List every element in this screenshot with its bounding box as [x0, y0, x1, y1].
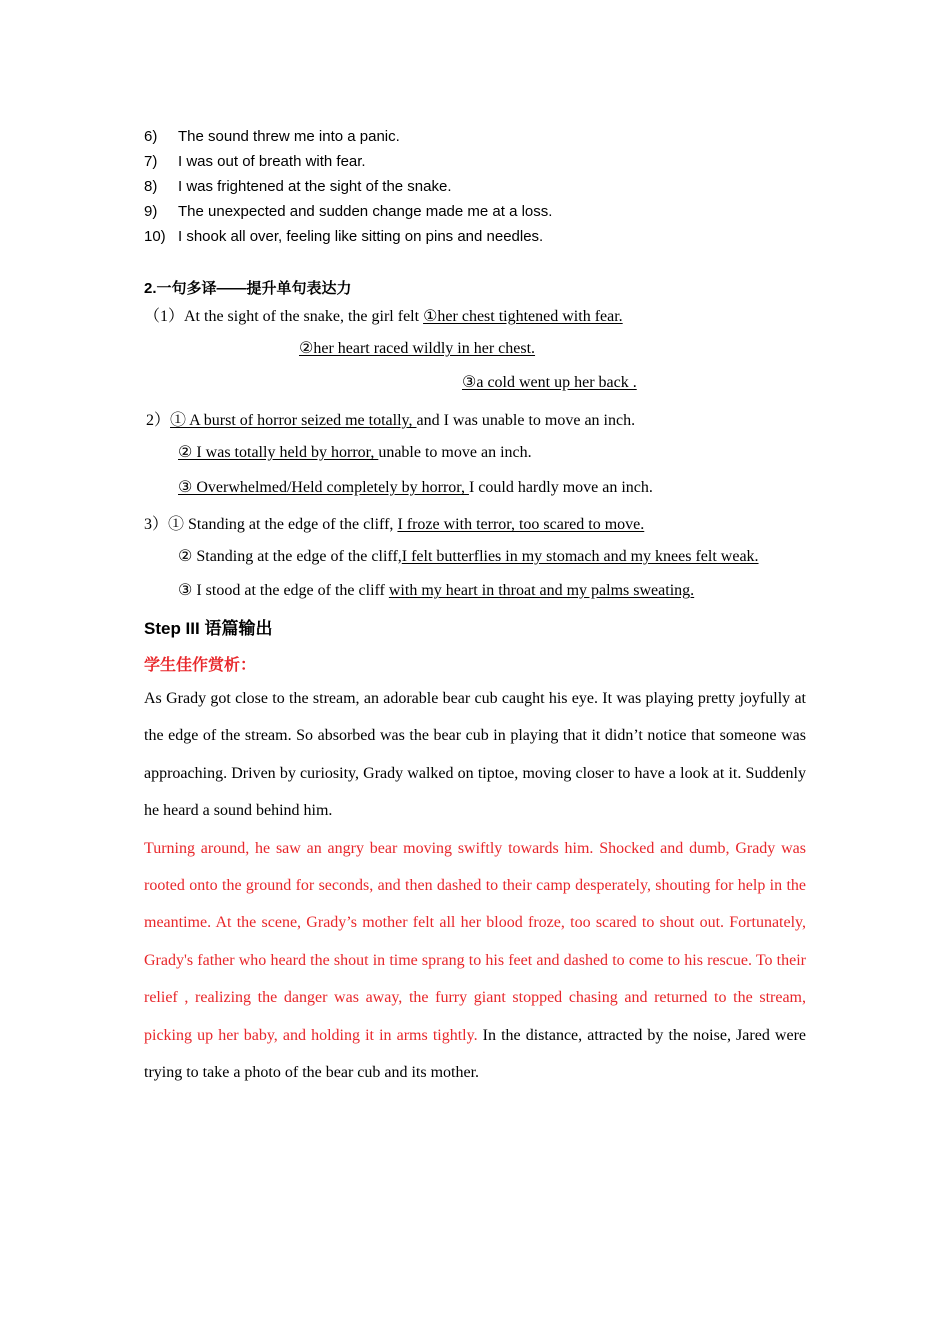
translation-line [144, 303, 623, 326]
essay-paragraph [144, 830, 806, 1092]
translation-line [146, 407, 635, 430]
essay-body [144, 680, 806, 1091]
sentence-prefix: ③ I stood at the edge of the cliff [178, 582, 389, 599]
translation-line [178, 546, 759, 566]
translation-option: I froze with terror, too scared to move. [397, 516, 645, 533]
translation-option: with my heart in throat and my palms sweating. [388, 582, 695, 599]
translation-option: ②her heart raced wildly in her chest. [299, 340, 536, 357]
sentence-rest: and I was unable to move an inch. [416, 412, 636, 429]
sentence-rest: I could hardly move an inch. [468, 479, 653, 496]
list-text: I was frightened at the sight of the snake. [178, 178, 452, 195]
list-number: 6) [144, 128, 158, 145]
subtitle: 学生佳作赏析： [144, 657, 257, 674]
sentence-rest: unable to move an inch. [378, 444, 532, 461]
translation-option: ①her chest tightened with fear. [423, 308, 623, 325]
list-number: 9) [144, 203, 158, 220]
translation-line [144, 511, 644, 534]
section-heading: 2.一句多译——提升单句表达力 [144, 280, 352, 297]
list-text: The unexpected and sudden change made me at a loss. [178, 203, 553, 220]
essay-text: In the distance, attracted by the noise, Jared were trying to take a photo of the bear cub and its mother. [144, 1026, 806, 1082]
translation-line [178, 477, 653, 497]
sentence-prefix: 3）① Standing at the edge of the cliff, [144, 516, 398, 533]
list-text: I was out of breath with fear. [178, 153, 366, 170]
translation-line [178, 580, 694, 600]
sentence-prefix: （1）At the sight of the snake, the girl felt [144, 308, 424, 325]
translation-option: ② I was totally held by horror, [178, 444, 379, 461]
list-number: 8) [144, 178, 158, 195]
translation-option: I felt butterflies in my stomach and my knees felt weak. [401, 548, 759, 565]
list-number: 7) [144, 153, 158, 170]
step-title: Step III 语篇输出 [144, 619, 273, 638]
highlighted-text: Turning around, he saw an angry bear moving swiftly towards him. Shocked and dumb, Grady was rooted onto the ground for seconds, and then dashed to their camp desperately, shouting for help in the meantime. At the scene, Grady’s mother felt all her blood froze, too scared to shout out. Fortunately, Grady's father who heard the shout in time sprang to his feet and dashed to come to his rescue. To their relief , realizing the danger was away, the furry giant stopped chasing and returned to the stream, picking up her baby, and holding it in arms tightly. [144, 839, 806, 1044]
translation-option: ③a cold went up her back . [462, 374, 637, 391]
group-number: 2） [146, 412, 171, 429]
list-number: 10) [144, 228, 166, 245]
translation-line [178, 442, 532, 462]
translation-option: ① A burst of horror seized me totally, [170, 412, 417, 429]
sentence-prefix: ② Standing at the edge of the cliff, [178, 548, 402, 565]
list-text: I shook all over, feeling like sitting on pins and needles. [178, 228, 544, 245]
translation-option: ③ Overwhelmed/Held completely by horror, [178, 479, 469, 496]
essay-paragraph: As Grady got close to the stream, an adorable bear cub caught his eye. It was playing pretty joyfully at the edge of the stream. So absorbed was the bear cub in playing that it didn’t notice that someone was approaching. Driven by curiosity, Grady walked on tiptoe, moving closer to have a look at it. Suddenly he heard a sound behind him. [144, 690, 806, 820]
list-text: The sound threw me into a panic. [178, 128, 400, 145]
